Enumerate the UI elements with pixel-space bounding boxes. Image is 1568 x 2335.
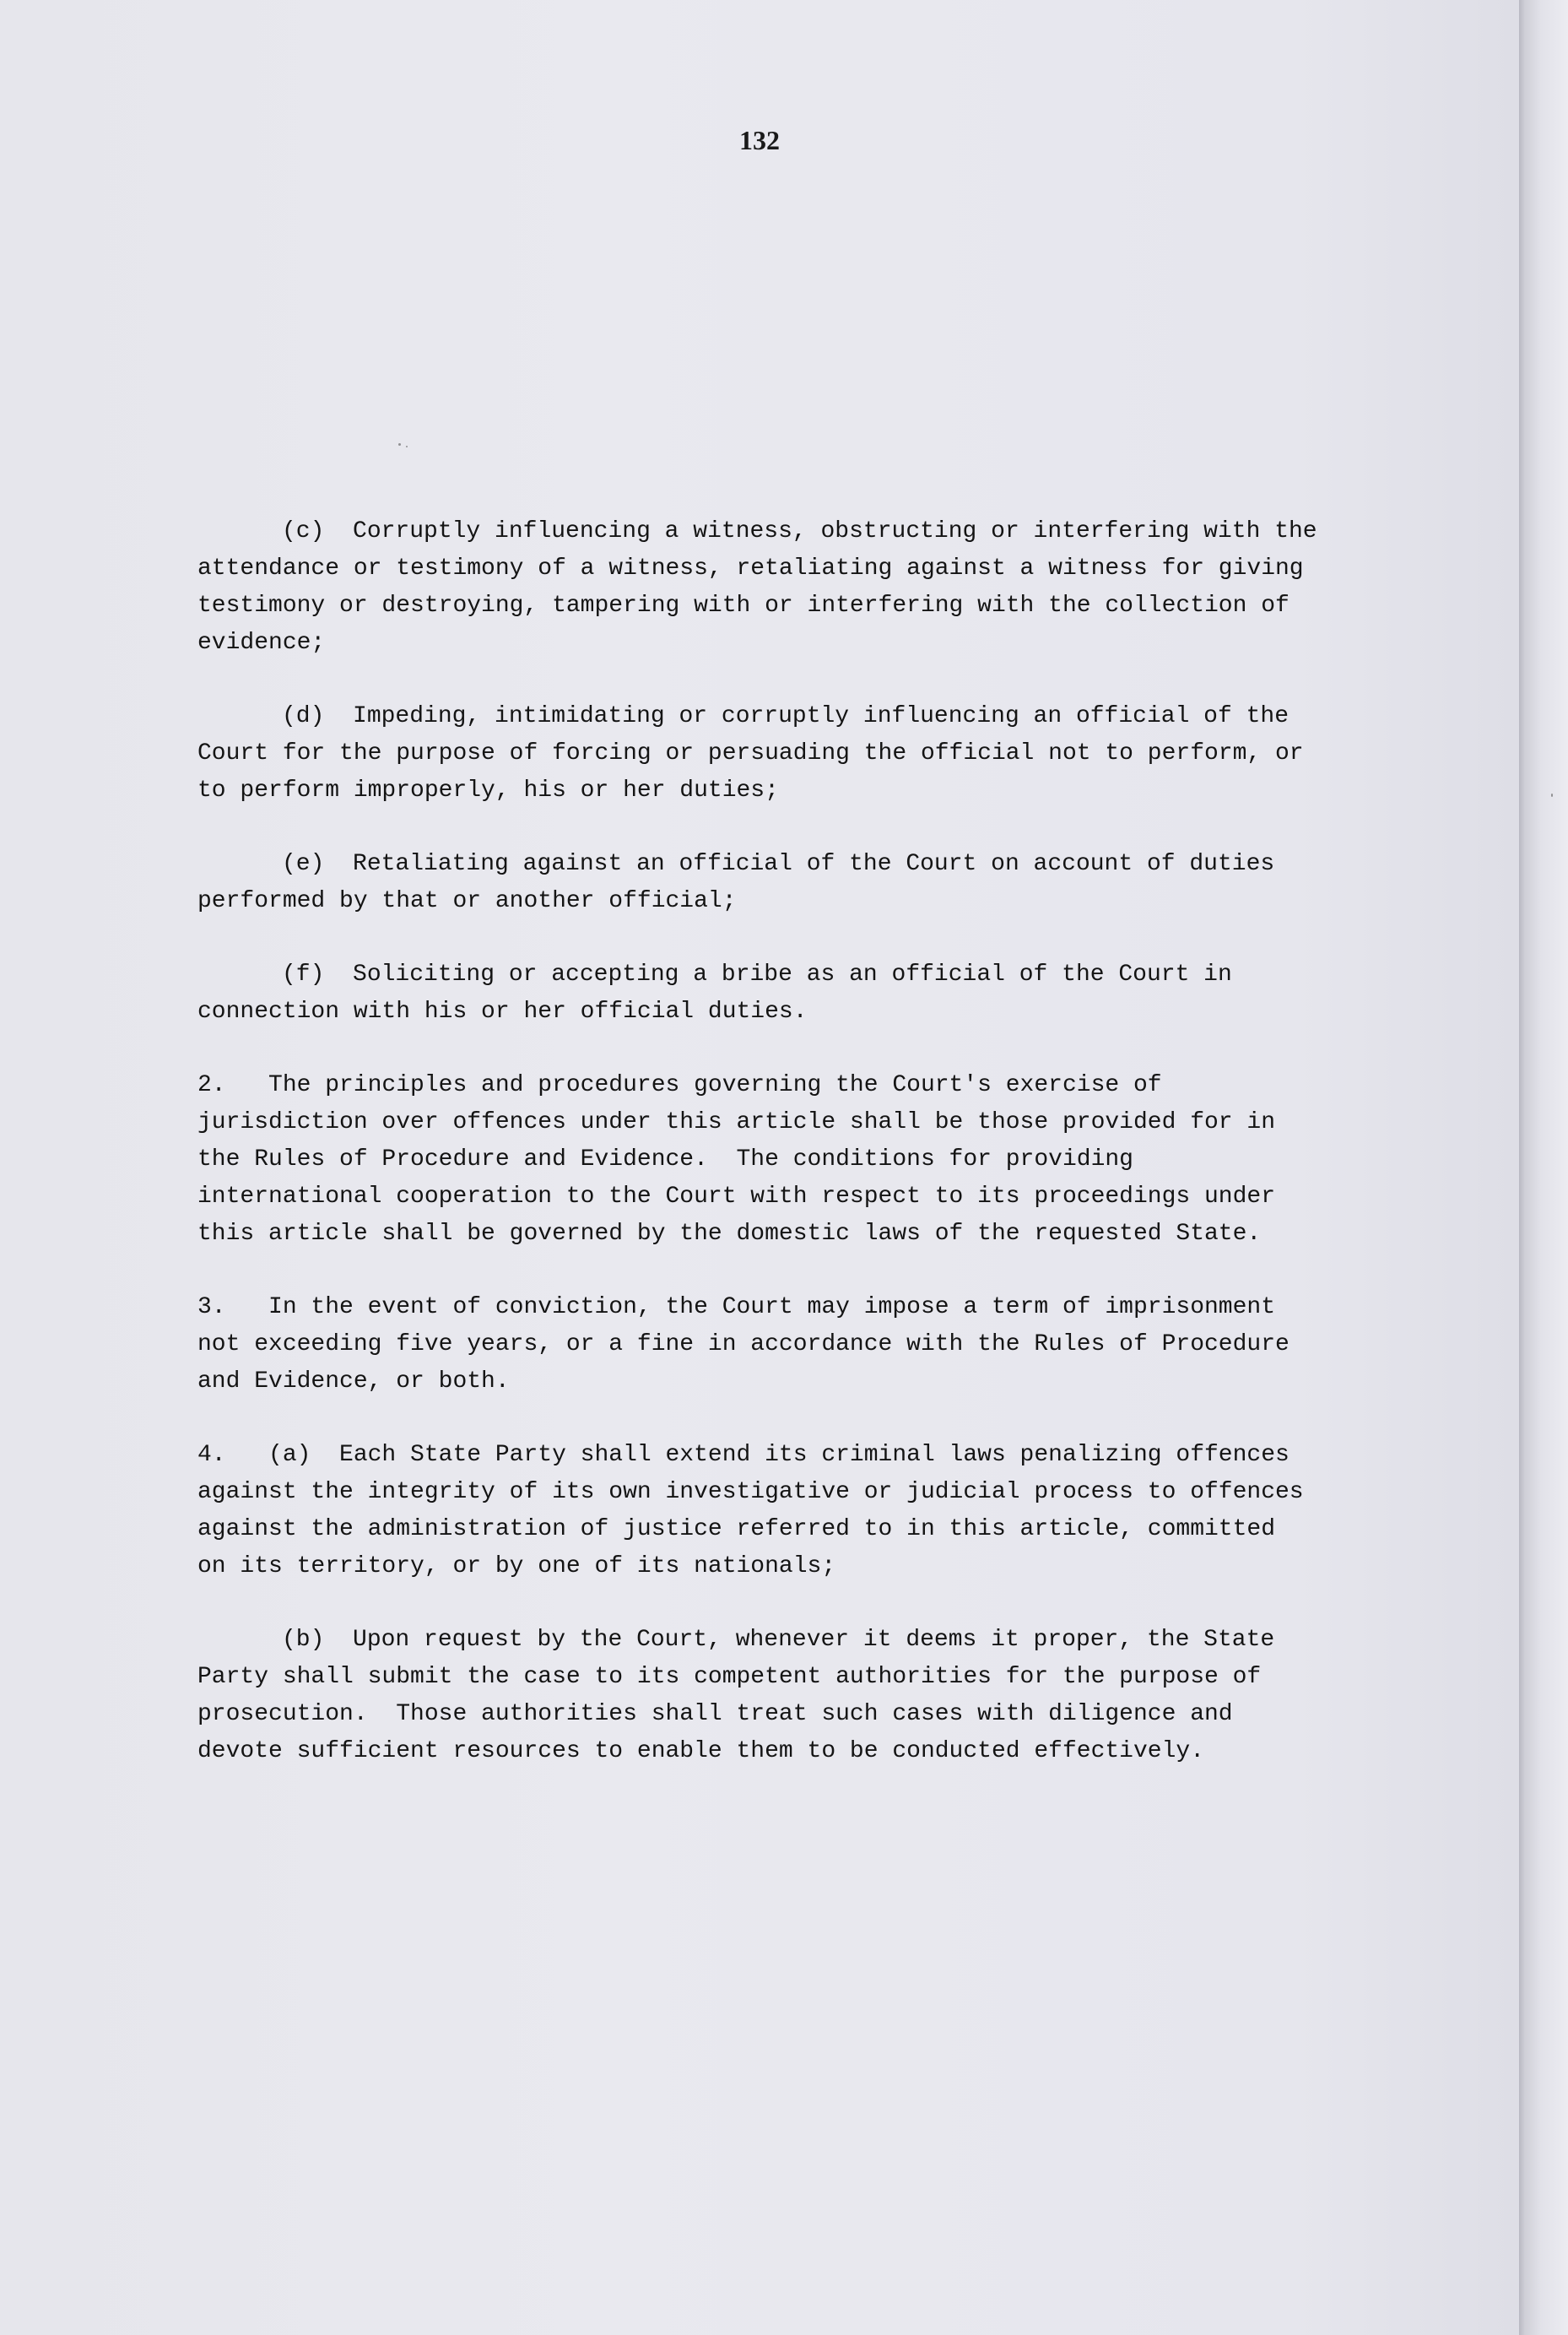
- paragraph-1c: [197, 513, 1463, 662]
- text-line: 4. (a) Each State Party shall extend its criminal laws penalizing offences: [197, 1442, 1290, 1468]
- paragraph-2: [197, 1067, 1463, 1253]
- page-edge-shadow: [1519, 0, 1568, 2335]
- text-line: (e) Retaliating against an official of the Court on account of duties: [282, 851, 1275, 877]
- scan-speck: [1551, 794, 1553, 797]
- paragraph-4a: [197, 1437, 1463, 1585]
- scan-speck: [398, 443, 401, 446]
- text-line: and Evidence, or both.: [197, 1368, 510, 1395]
- paragraph-1f: [197, 956, 1463, 1031]
- text-line: evidence;: [197, 630, 326, 656]
- text-line: the Rules of Procedure and Evidence. The conditions for providing: [197, 1146, 1133, 1173]
- text-line: 3. In the event of conviction, the Court may impose a term of imprisonment: [197, 1294, 1276, 1320]
- paragraph-3: [197, 1289, 1463, 1400]
- text-line: against the administration of justice referred to in this article, committed: [197, 1516, 1276, 1542]
- text-line: against the integrity of its own investigative or judicial process to offences: [197, 1479, 1304, 1505]
- paragraph-1e: [197, 846, 1463, 920]
- text-line: Court for the purpose of forcing or persuading the official not to perform, or: [197, 740, 1304, 767]
- text-line: attendance or testimony of a witness, retaliating against a witness for giving: [197, 555, 1304, 582]
- text-line: (b) Upon request by the Court, whenever it deems it proper, the State: [282, 1627, 1275, 1653]
- text-line: this article shall be governed by the domestic laws of the requested State.: [197, 1221, 1262, 1247]
- text-line: to perform improperly, his or her duties;: [197, 777, 779, 804]
- text-line: Party shall submit the case to its competent authorities for the purpose of: [197, 1664, 1262, 1690]
- text-line: (f) Soliciting or accepting a bribe as an official of the Court in: [282, 962, 1232, 988]
- text-line: international cooperation to the Court with respect to its proceedings under: [197, 1184, 1276, 1210]
- text-line: (d) Impeding, intimidating or corruptly influencing an official of the: [282, 703, 1289, 729]
- scan-speck: [406, 446, 408, 447]
- paragraph-1d: [197, 698, 1463, 810]
- text-line: prosecution. Those authorities shall treat such cases with diligence and: [197, 1701, 1233, 1727]
- text-line: testimony or destroying, tampering with or interfering with the collection of: [197, 593, 1290, 619]
- text-line: (c) Corruptly influencing a witness, obstructing or interfering with the: [282, 518, 1317, 544]
- text-line: 2. The principles and procedures governing the Court's exercise of: [197, 1072, 1162, 1098]
- page-number: 132: [739, 125, 780, 155]
- text-line: connection with his or her official duties.: [197, 999, 808, 1025]
- article-body: [197, 513, 1463, 1770]
- paragraph-4b: [197, 1622, 1463, 1770]
- text-line: jurisdiction over offences under this article shall be those provided for in: [197, 1109, 1276, 1135]
- text-line: devote sufficient resources to enable them to be conducted effectively.: [197, 1738, 1204, 1764]
- text-line: on its territory, or by one of its nationals;: [197, 1553, 836, 1579]
- text-line: performed by that or another official;: [197, 888, 737, 914]
- text-line: not exceeding five years, or a fine in accordance with the Rules of Procedure: [197, 1331, 1290, 1357]
